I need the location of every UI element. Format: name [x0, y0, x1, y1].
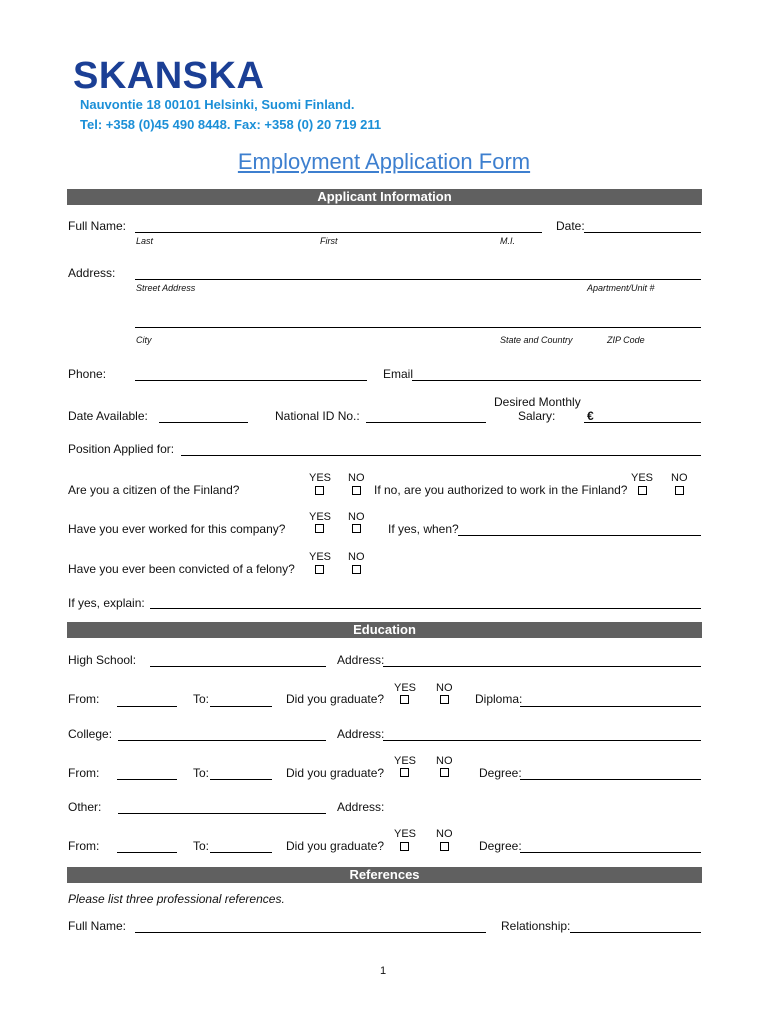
- citizen-no-checkbox[interactable]: [352, 486, 361, 495]
- address-label: Address:: [68, 266, 116, 280]
- college-from-label: From:: [68, 766, 100, 780]
- email-field[interactable]: [412, 380, 701, 381]
- college-address-label: Address:: [337, 727, 385, 741]
- other-to-field[interactable]: [210, 852, 272, 853]
- company-contact: Tel: +358 (0)45 490 8448. Fax: +358 (0) 20 719 211: [80, 117, 382, 132]
- zip-caption: ZIP Code: [607, 335, 645, 345]
- other-address-label: Address:: [337, 800, 385, 814]
- high-school-address-field[interactable]: [383, 666, 701, 667]
- college-degree-label: Degree:: [479, 766, 522, 780]
- references-instruction: Please list three professional references.: [68, 892, 285, 906]
- company-logo: SKANSKA: [73, 55, 265, 97]
- other-graduate-question: Did you graduate?: [286, 839, 385, 853]
- hs-from-label: From:: [68, 692, 100, 706]
- felony-yes-label: YES: [309, 551, 332, 563]
- hs-graduate-question: Did you graduate?: [286, 692, 385, 706]
- high-school-address-label: Address:: [337, 653, 385, 667]
- college-from-field[interactable]: [117, 779, 177, 780]
- desired-salary-field[interactable]: [584, 422, 701, 423]
- college-field[interactable]: [118, 740, 326, 741]
- company-address: Nauvontie 18 00101 Helsinki, Suomi Finland.: [80, 97, 355, 112]
- college-graduate-no-checkbox[interactable]: [440, 768, 449, 777]
- section-header-education: Education: [67, 622, 702, 638]
- other-degree-field[interactable]: [520, 852, 701, 853]
- full-name-field[interactable]: [135, 232, 542, 233]
- city-caption: City: [136, 335, 152, 345]
- worked-no-checkbox[interactable]: [352, 524, 361, 533]
- position-label: Position Applied for:: [68, 442, 175, 456]
- street-address-field[interactable]: [135, 279, 701, 280]
- college-graduate-yes-checkbox[interactable]: [400, 768, 409, 777]
- reference-full-name-field[interactable]: [135, 932, 486, 933]
- high-school-label: High School:: [68, 653, 137, 667]
- city-state-zip-field[interactable]: [135, 327, 701, 328]
- other-yes-label: YES: [394, 828, 417, 840]
- diploma-field[interactable]: [520, 706, 701, 707]
- hs-to-field[interactable]: [210, 706, 272, 707]
- citizen-yes-label: YES: [309, 472, 332, 484]
- other-field[interactable]: [118, 813, 326, 814]
- date-available-field[interactable]: [159, 422, 248, 423]
- college-degree-field[interactable]: [520, 779, 701, 780]
- college-to-label: To:: [193, 766, 210, 780]
- citizen-yes-checkbox[interactable]: [315, 486, 324, 495]
- page-number: 1: [380, 965, 387, 977]
- worked-no-label: NO: [348, 511, 365, 523]
- if-yes-explain-field[interactable]: [150, 608, 701, 609]
- authorized-yes-checkbox[interactable]: [638, 486, 647, 495]
- felony-yes-checkbox[interactable]: [315, 565, 324, 574]
- worked-yes-checkbox[interactable]: [315, 524, 324, 533]
- desired-salary-label-line1: Desired Monthly: [494, 395, 581, 409]
- citizen-no-label: NO: [348, 472, 365, 484]
- diploma-label: Diploma:: [475, 692, 523, 706]
- citizen-question: Are you a citizen of the Finland?: [68, 483, 240, 497]
- relationship-field[interactable]: [570, 932, 701, 933]
- section-header-references: References: [67, 867, 702, 883]
- hs-yes-label: YES: [394, 682, 417, 694]
- date-label: Date:: [556, 219, 585, 233]
- authorized-no-checkbox[interactable]: [675, 486, 684, 495]
- phone-label: Phone:: [68, 367, 107, 381]
- other-from-field[interactable]: [117, 852, 177, 853]
- position-field[interactable]: [181, 455, 701, 456]
- other-graduate-yes-checkbox[interactable]: [400, 842, 409, 851]
- high-school-field[interactable]: [150, 666, 326, 667]
- authorized-yes-label: YES: [631, 472, 654, 484]
- state-caption: State and Country: [500, 335, 573, 345]
- section-header-applicant: Applicant Information: [67, 189, 702, 205]
- reference-full-name-label: Full Name:: [68, 919, 127, 933]
- desired-salary-label-line2: Salary:: [518, 409, 556, 423]
- date-field[interactable]: [584, 232, 701, 233]
- street-address-caption: Street Address: [136, 283, 196, 293]
- felony-question: Have you ever been convicted of a felony?: [68, 562, 295, 576]
- page-title: Employment Application Form: [237, 149, 531, 174]
- date-available-label: Date Available:: [68, 409, 148, 423]
- email-label: Email: [383, 367, 414, 381]
- if-yes-when-field[interactable]: [458, 535, 701, 536]
- first-name-caption: First: [320, 236, 338, 246]
- authorized-no-label: NO: [671, 472, 688, 484]
- relationship-label: Relationship:: [501, 919, 571, 933]
- hs-from-field[interactable]: [117, 706, 177, 707]
- other-graduate-no-checkbox[interactable]: [440, 842, 449, 851]
- currency-symbol: €: [587, 409, 594, 423]
- worked-question: Have you ever worked for this company?: [68, 522, 286, 536]
- authorized-question: If no, are you authorized to work in the Finland?: [374, 483, 628, 497]
- hs-no-label: NO: [436, 682, 453, 694]
- felony-no-label: NO: [348, 551, 365, 563]
- college-address-field[interactable]: [383, 740, 701, 741]
- hs-graduate-yes-checkbox[interactable]: [400, 695, 409, 704]
- apartment-caption: Apartment/Unit #: [587, 283, 655, 293]
- phone-field[interactable]: [135, 380, 367, 381]
- other-no-label: NO: [436, 828, 453, 840]
- college-graduate-question: Did you graduate?: [286, 766, 385, 780]
- hs-graduate-no-checkbox[interactable]: [440, 695, 449, 704]
- if-yes-explain-label: If yes, explain:: [68, 596, 145, 610]
- other-label: Other:: [68, 800, 102, 814]
- national-id-label: National ID No.:: [275, 409, 360, 423]
- college-to-field[interactable]: [210, 779, 272, 780]
- college-no-label: NO: [436, 755, 453, 767]
- national-id-field[interactable]: [366, 422, 486, 423]
- if-yes-when-label: If yes, when?: [388, 522, 459, 536]
- middle-initial-caption: M.I.: [500, 236, 515, 246]
- other-degree-label: Degree:: [479, 839, 522, 853]
- other-from-label: From:: [68, 839, 100, 853]
- felony-no-checkbox[interactable]: [352, 565, 361, 574]
- worked-yes-label: YES: [309, 511, 332, 523]
- college-label: College:: [68, 727, 113, 741]
- other-to-label: To:: [193, 839, 210, 853]
- college-yes-label: YES: [394, 755, 417, 767]
- last-name-caption: Last: [136, 236, 154, 246]
- hs-to-label: To:: [193, 692, 210, 706]
- full-name-label: Full Name:: [68, 219, 127, 233]
